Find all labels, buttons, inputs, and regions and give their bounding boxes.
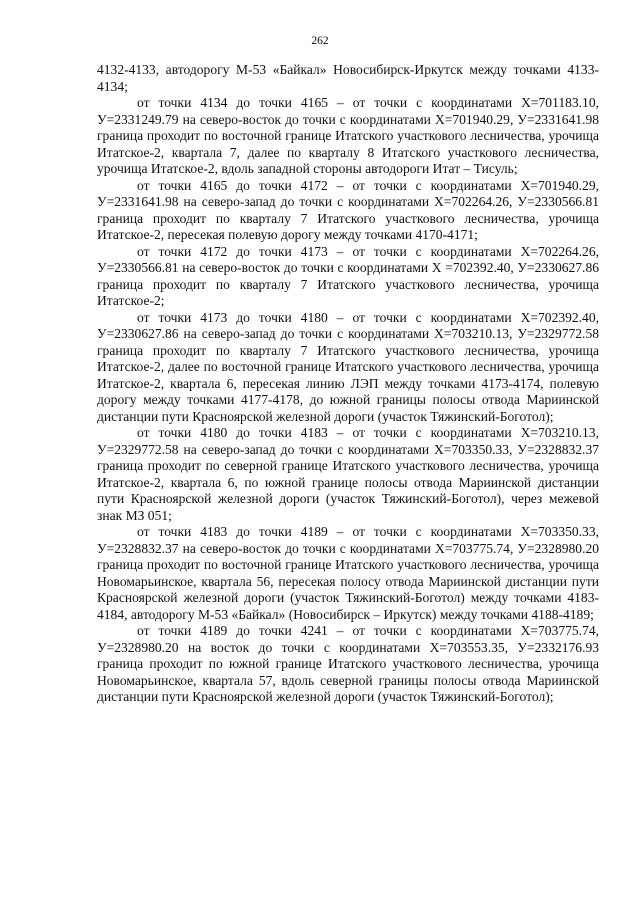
paragraph: от точки 4189 до точки 4241 – от точки с координатами Х=703775.74, У=2328980.20 на восток до точки с координатами Х=703553.35, У=2332176.93 граница проходит по южной границе Итатского участкового лесничества, урочища Новомарьинское, квартала 57, вдоль северной границы полосы отвода Мариинской дистанции пути Красноярской железной дороги (участок Тяжинский-Боготол); xyxy=(97,623,599,704)
paragraph: от точки 4173 до точки 4180 – от точки с координатами Х=702392.40, У=2330627.86 на северо-запад до точки с координатами Х=703210.13, У=2329772.58 граница проходит по кварталу 7 Итатского участкового лесничества, урочища Итатское-2, далее по восточной границе Итатского участкового лесничества, урочища Итатское-2, квартала 6, пересекая линию ЛЭП между точками 4173-4174, полевую дорогу между точками 4177-4178, до южной границы полосы отвода Мариинской дистанции пути Красноярской железной дороги (участок Тяжинский-Боготол); xyxy=(97,309,599,424)
paragraph: от точки 4165 до точки 4172 – от точки с координатами Х=701940.29, У=2331641.98 на северо-запад до точки с координатами Х=702264.26, У=2330566.81 граница проходит по кварталу 7 Итатского участкового лесничества, урочища Итатское-2, пересекая полевую дорогу между точками 4170-4171; xyxy=(97,177,599,242)
paragraph: от точки 4172 до точки 4173 – от точки с координатами Х=702264.26, У=2330566.81 на северо-восток до точки с координатами Х =702392.40, У=2330627.86 граница проходит по кварталу 7 Итатского участкового лесничества, урочища Итатское-2; xyxy=(97,243,599,308)
paragraph: от точки 4180 до точки 4183 – от точки с координатами Х=703210.13, У=2329772.58 на северо-запад до точки с координатами Х=703350.33, У=2328832.37 граница проходит по северной границе Итатского участкового лесничества, урочища Итатское-2, квартала 6, по южной границе полосы отвода Мариинской дистанции пути Красноярской железной дороги (участок Тяжинский-Боготол), через межевой знак МЗ 051; xyxy=(97,425,599,523)
body-text xyxy=(97,62,599,706)
paragraph: 4132-4133, автодорогу М-53 «Байкал» Новосибирск-Иркутск между точками 4133-4134; xyxy=(97,62,599,94)
page-number: 262 xyxy=(311,35,329,47)
paragraph: от точки 4134 до точки 4165 – от точки с координатами Х=701183.10, У=2331249.79 на северо-восток до точки с координатами Х=701940.29, У=2331641.98 граница проходит по восточной границе Итатского участкового лесничества, урочища Итатское-2, квартала 7, далее по кварталу 8 Итатского участкового лесничества, урочища Итатское-2, вдоль западной стороны автодороги Итат – Тисуль; xyxy=(97,95,599,176)
paragraph: от точки 4183 до точки 4189 – от точки с координатами Х=703350.33, У=2328832.37 на северо-восток до точки с координатами Х=703775.74, У=2328980.20 граница проходит по восточной границе Итатского участкового лесничества, урочища Новомарьинское, квартала 56, пересекая полосу отвода Мариинской дистанции пути Красноярской железной дороги (участок Тяжинский-Боготол) между точками 4183-4184, автодорогу М-53 «Байкал» (Новосибирск – Иркутск) между точками 4188-4189; xyxy=(97,524,599,622)
